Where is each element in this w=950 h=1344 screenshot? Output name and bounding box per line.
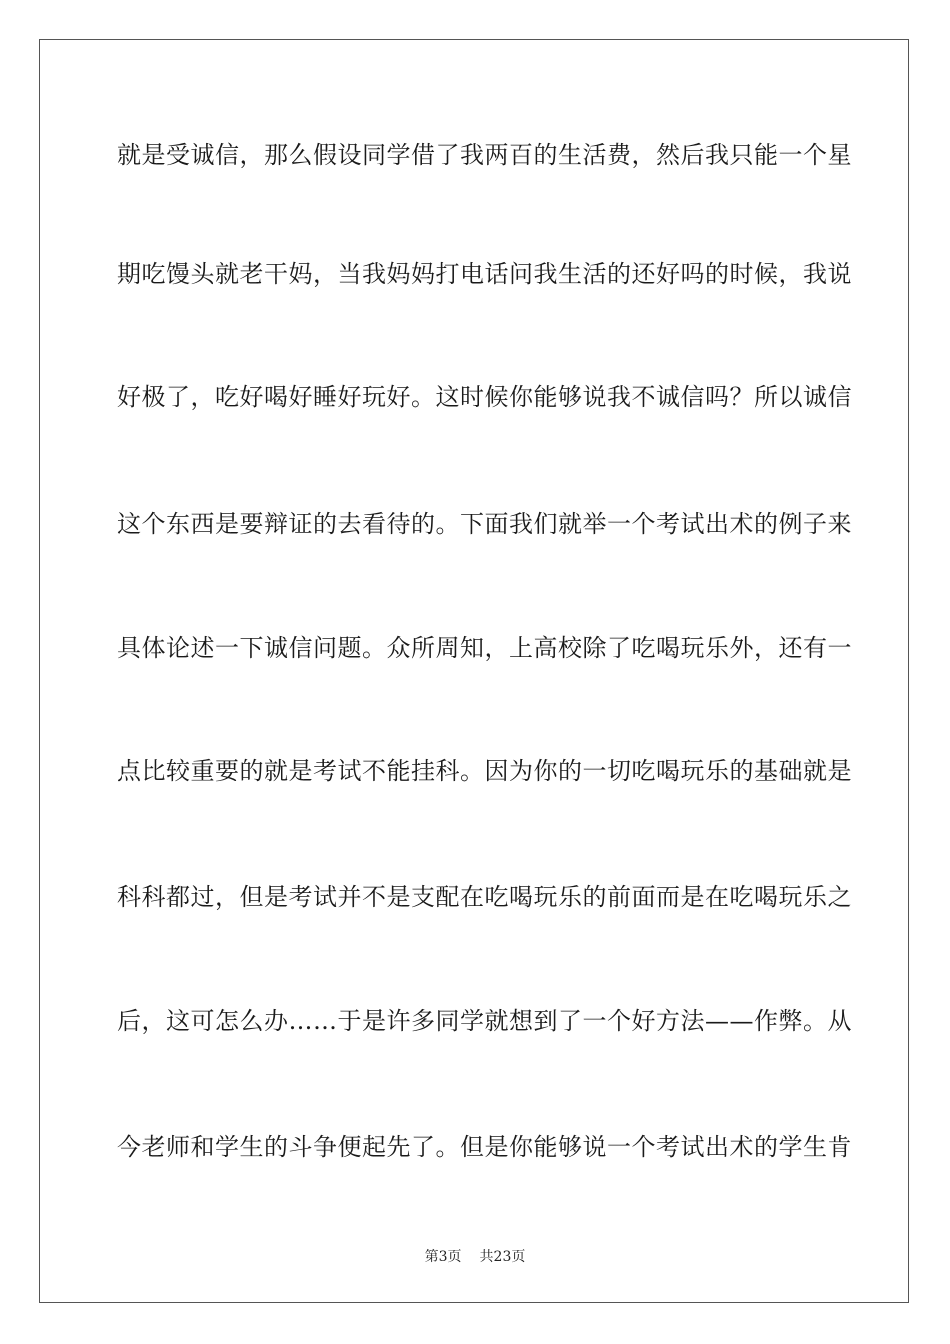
text-line: 具体论述一下诚信问题。众所周知，上高校除了吃喝玩乐外，还有一 [117, 634, 852, 662]
text-line: 这个东西是要辩证的去看待的。下面我们就举一个考试出术的例子来 [117, 510, 852, 538]
text-line: 就是受诚信，那么假设同学借了我两百的生活费，然后我只能一个星 [117, 141, 852, 169]
text-line: 点比较重要的就是考试不能挂科。因为你的一切吃喝玩乐的基础就是 [117, 757, 852, 785]
text-line: 今老师和学生的斗争便起先了。但是你能够说一个考试出术的学生肯 [117, 1133, 852, 1161]
page-border [39, 39, 909, 1303]
text-line: 期吃馒头就老干妈，当我妈妈打电话问我生活的还好吗的时候，我说 [117, 260, 852, 288]
page-footer [0, 1248, 950, 1266]
text-line: 好极了，吃好喝好睡好玩好。这时候你能够说我不诚信吗？所以诚信 [117, 383, 852, 411]
text-line: 后，这可怎么办……于是许多同学就想到了一个好方法——作弊。从 [117, 1007, 852, 1035]
text-line: 科科都过，但是考试并不是支配在吃喝玩乐的前面而是在吃喝玩乐之 [117, 883, 852, 911]
page-number: 第3页 [424, 1249, 462, 1265]
page-total: 共23页 [479, 1249, 526, 1265]
